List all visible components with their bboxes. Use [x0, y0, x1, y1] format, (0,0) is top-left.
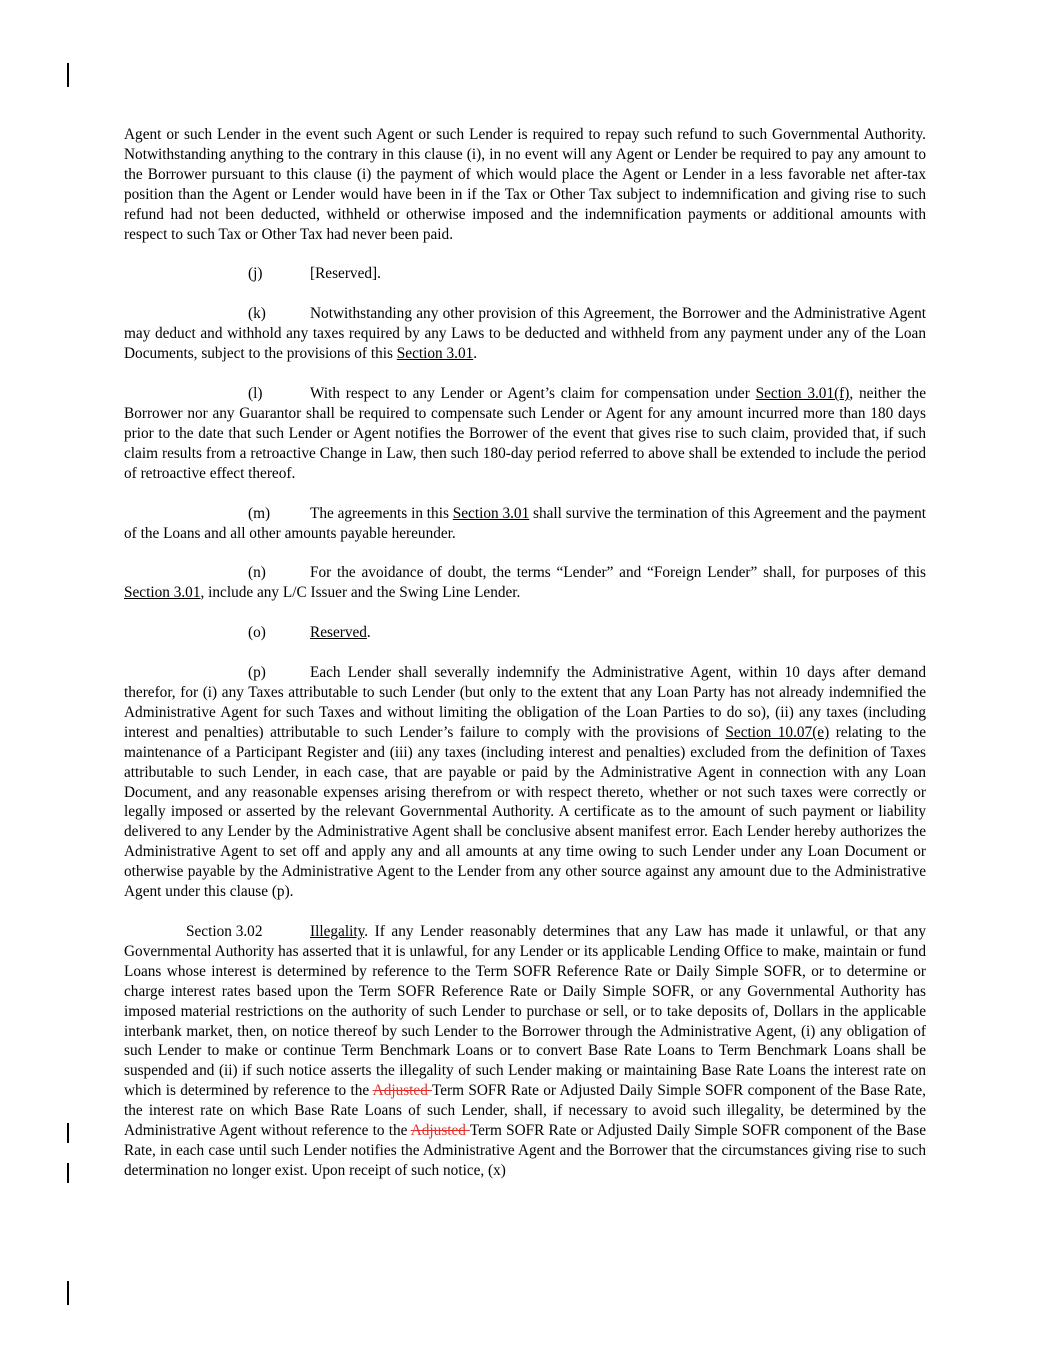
clause-label: (j)	[248, 265, 263, 283]
punctuation: .	[366, 624, 371, 642]
paragraph-text: Reserved	[310, 624, 367, 642]
change-bar-bottom	[67, 1281, 69, 1305]
paragraph-k	[124, 304, 926, 364]
change-bar-mid-1	[67, 1123, 69, 1143]
paragraph-text: With respect to any Lender or Agent’s claim for compensation under	[310, 385, 756, 403]
paragraph-i-continuation	[124, 125, 926, 244]
paragraph-text: Agent or such Lender in the event such Agent or such Lender is required to repay such refund to such Governmental Authority. Notwithstanding anything to the contrary in this clause (i), in no event will any Agent or Lender be required to pay any amount to the Borrower pursuant to this clause (i) the payment of which would place the Agent or Lender in a less favorable net after-tax position than the Agent or Lender would have been in if the Tax or Other Tax subject to indemnification and giving rise to such refund had not been deducted, withheld or otherwise imposed and the indemnification payments or additional amounts with respect to such Tax or Other Tax had never been paid.	[124, 126, 926, 243]
paragraph-text: , neither the Borrower nor any Guarantor shall be required to compensate such Lender or Agent for any amount incurred more than 180 days prior to the date that such Lender or Agent notifies the Borrower of the event that gives rise to such claim, provided that, if such claim results from a retroactive Change in Law, then such 180-day period referred to above shall be extended to include the period of retroactive effect thereof.	[124, 385, 926, 482]
paragraph-j	[124, 264, 926, 284]
paragraph-n	[124, 563, 926, 603]
paragraph-text: For the avoidance of doubt, the terms “Lender” and “Foreign Lender” shall, for purposes of this	[310, 564, 926, 582]
punctuation: .	[473, 345, 478, 363]
document-page	[124, 125, 926, 1201]
clause-label: (l)	[248, 385, 263, 403]
change-bar-top	[67, 63, 69, 87]
change-bar-mid-2	[67, 1163, 69, 1183]
paragraph-text: Term SOFR Rate or Adjusted Daily Simple SOFR component of the Base Rate, in each case until such Lender notifies the Administrative Agent and the Borrower that the circumstances giving rise to such determination no longer exist. Upon receipt of such notice, (x)	[124, 1122, 926, 1179]
section-3-02	[124, 922, 926, 1181]
paragraph-text: Notwithstanding any other provision of this Agreement, the Borrower and the Administrative Agent may deduct and withhold any taxes required by any Laws to be deducted and withheld from any payment under any of the Loan Documents, subject to the provisions of this	[124, 305, 926, 363]
clause-label: (m)	[248, 504, 271, 522]
section-reference: Section 3.01	[396, 345, 474, 363]
clause-label: (p)	[248, 664, 266, 682]
clause-label: (o)	[248, 624, 266, 642]
paragraph-text: . If any Lender reasonably determines that any Law has made it unlawful, or that any Governmental Authority has asserted that it is unlawful, for any Lender or its applicable Lending Office to make, maintain or fund Loans whose interest is determined by reference to the Term SOFR Reference Rate or Daily Simple SOFR, or to determine or charge interest rates based upon the Term SOFR Reference Rate or Daily Simple SOFR, or any Governmental Authority has imposed material restrictions on the authority of such Lender to purchase or sell, or to take deposits of, Dollars in the applicable interbank market, then, on notice thereof by such Lender to the Borrower through the Administrative Agent, (i) any obligation of such Lender to make or continue Term Benchmark Loans or to convert Base Rate Loans to Term Benchmark Loans shall be suspended and (ii) if such notice asserts the illegality of such Lender making or maintaining Base Rate Loans the interest rate on which is determined by reference to the	[124, 923, 926, 1100]
deleted-text: Adjusted	[372, 1082, 432, 1100]
section-reference: Section 3.01	[452, 504, 530, 522]
paragraph-text: [Reserved].	[310, 265, 381, 283]
section-reference: Section 3.01	[124, 584, 201, 602]
paragraph-text: , include any L/C Issuer and the Swing Line Lender.	[200, 584, 521, 602]
clause-label: (k)	[248, 305, 266, 323]
section-reference: Section 3.01(f)	[755, 385, 850, 403]
section-number: Section 3.02	[186, 923, 263, 940]
paragraph-l	[124, 384, 926, 484]
clause-label: (n)	[248, 564, 266, 582]
paragraph-p	[124, 663, 926, 902]
paragraph-text: shall survive the termination of this Agreement and the payment of the Loans and all other amounts payable hereunder.	[124, 504, 926, 542]
paragraph-m	[124, 504, 926, 544]
paragraph-text: Term SOFR Rate or Adjusted Daily Simple SOFR component of the Base Rate, the interest rate on which Base Rate Loans of such Lender, shall, if necessary to avoid such illegality, be determined by the Administrative Agent without reference to the	[124, 1082, 926, 1140]
paragraph-text: The agreements in this	[310, 504, 453, 522]
paragraph-text: Each Lender shall severally indemnify the Administrative Agent, within 10 days after demand therefor, for (i) any Taxes attributable to such Lender (but only to the extent that any Loan Party has not already indemnified the Administrative Agent for such Taxes and without limiting the obligation of the Loan Parties to do so), (ii) any taxes (including interest and penalties) attributable to such Lender’s failure to comply with the provisions of	[124, 664, 926, 741]
paragraph-text: relating to the maintenance of a Participant Register and (iii) any taxes (including interest and penalties) excluded from the definition of Taxes attributable to such Lender, in each case, that are payable or paid by the Administrative Agent in connection with any Loan Document, and any reasonable expenses arising therefrom or with respect thereto, whether or not such taxes were correctly or legally imposed or asserted by the relevant Governmental Authority. A certificate as to the amount of such payment or liability delivered to any Lender by the Administrative Agent shall be conclusive absent manifest error. Each Lender hereby authorizes the Administrative Agent to set off and apply any and all amounts at any time owing to such Lender under any Loan Document or otherwise payable by the Administrative Agent to the Lender from any other source against any amount due to the Administrative Agent under this clause (p).	[124, 723, 927, 901]
deleted-text: Adjusted	[410, 1122, 470, 1140]
paragraph-o	[124, 623, 926, 643]
section-heading: Illegality	[310, 923, 365, 940]
section-reference: Section 10.07(e)	[725, 723, 830, 741]
